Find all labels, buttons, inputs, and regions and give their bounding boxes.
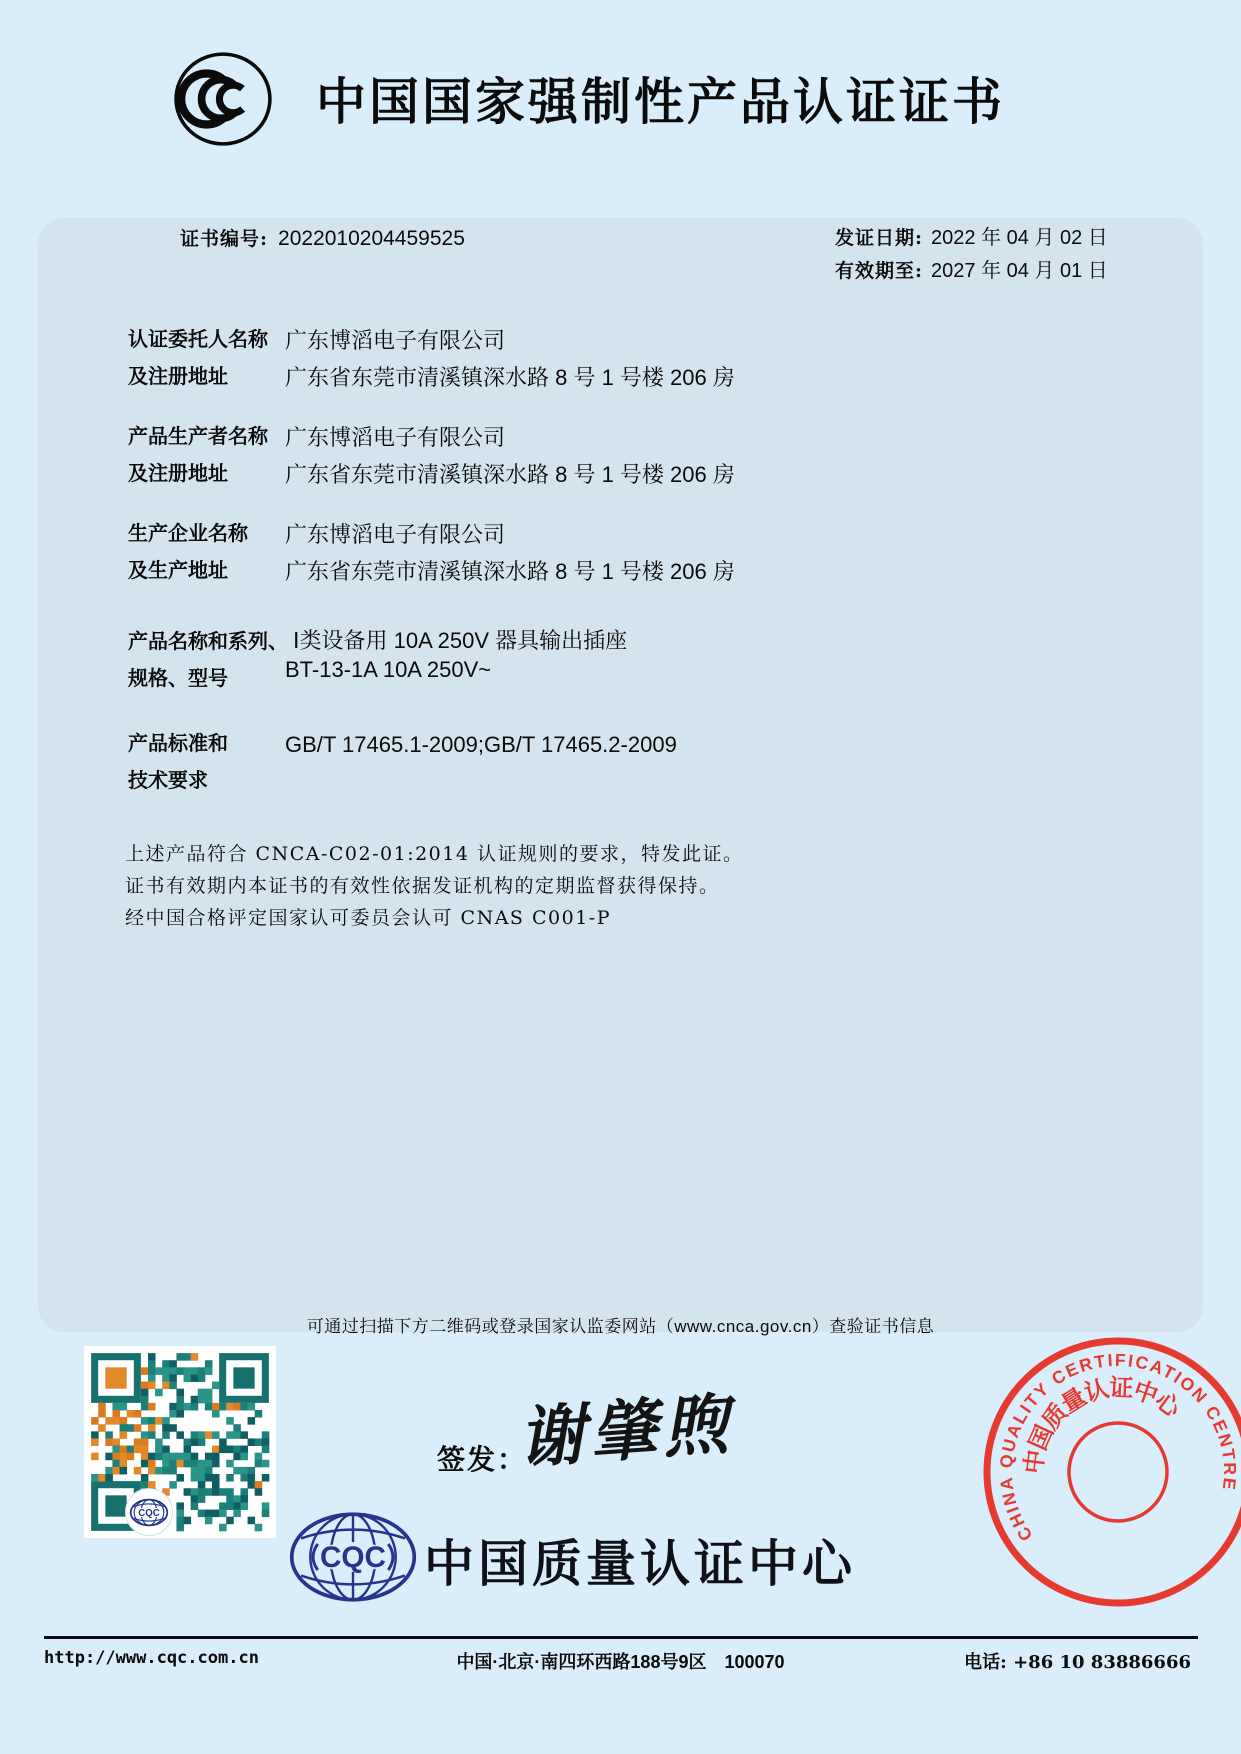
field-standards <box>128 726 677 800</box>
field-applicant <box>128 322 735 396</box>
issue-date-label: 发证日期: <box>835 227 924 249</box>
footer-phone: 电话: +86 10 83886666 <box>964 1652 1191 1673</box>
field-value: 广东博滔电子有限公司 <box>285 328 506 353</box>
field-value: Ⅰ类设备用 10A 250V 器具输出插座 <box>293 628 628 653</box>
field-label: 技术要求 <box>128 770 208 792</box>
footer-address: 中国·北京·南四环西路188号9区 100070 <box>456 1652 785 1672</box>
statement-line: 经中国合格评定国家认可委员会认可 CNAS C001-P <box>125 907 611 929</box>
field-factory <box>128 516 735 590</box>
certificate-number-value: 2022010204459525 <box>278 227 465 250</box>
field-label: 产品标准和 <box>128 733 228 755</box>
field-value: GB/T 17465.1-2009;GB/T 17465.2-2009 <box>285 732 677 757</box>
footer-divider <box>44 1636 1198 1639</box>
footer-website: http://www.cqc.com.cn <box>44 1648 259 1668</box>
statement-line: 上述产品符合 CNCA-C02-01:2014 认证规则的要求，特发此证。 <box>125 843 744 865</box>
stamp-chinese-text: 中国质量认证中心 <box>1020 1374 1186 1476</box>
cqc-letters: CQC <box>319 1541 387 1575</box>
field-label: 认证委托人名称 <box>128 329 268 351</box>
valid-until-row <box>835 255 1108 288</box>
field-value: 广东省东莞市清溪镇深水路 8 号 1 号楼 206 房 <box>285 559 735 584</box>
certificate-number-label: 证书编号: <box>180 228 269 250</box>
valid-until-label: 有效期至: <box>835 260 924 282</box>
signer-signature: 谢肇煦 <box>515 1384 737 1478</box>
issue-date-row <box>835 222 1108 255</box>
ccc-mark-icon <box>172 50 274 148</box>
field-label: 及生产地址 <box>128 560 228 582</box>
statement-line: 证书有效期内本证书的有效性依据发证机构的定期监督获得保持。 <box>125 875 720 897</box>
field-value: 广东博滔电子有限公司 <box>285 522 506 547</box>
field-label: 规格、型号 <box>128 668 228 690</box>
field-label: 产品生产者名称 <box>128 426 268 448</box>
field-value: BT-13-1A 10A 250V~ <box>285 657 492 682</box>
field-product-name-model <box>128 624 627 698</box>
verify-note: 可通过扫描下方二维码或登录国家认监委网站（www.cnca.gov.cn）查验证书信息 <box>306 1317 935 1336</box>
field-value: 广东博滔电子有限公司 <box>285 425 506 450</box>
dates-block <box>835 222 1108 288</box>
statements <box>125 838 744 934</box>
field-label: 产品名称和系列、 <box>128 631 288 653</box>
valid-until-value: 2027 年 04 月 01 日 <box>931 260 1108 282</box>
field-label: 及注册地址 <box>128 366 228 388</box>
issue-date-value: 2022 年 04 月 02 日 <box>931 227 1108 249</box>
qr-cqc-badge <box>125 1488 173 1536</box>
issued-by-label: 签发： <box>437 1443 528 1476</box>
qr-code <box>84 1346 276 1538</box>
stamp-english-text: CHINA QUALITY CERTIFICATION CENTRE <box>995 1349 1241 1545</box>
field-value: 广东省东莞市清溪镇深水路 8 号 1 号楼 206 房 <box>285 462 735 487</box>
cqc-letters-mini: CQC <box>138 1507 160 1519</box>
field-manufacturer <box>128 419 735 493</box>
field-label: 及注册地址 <box>128 463 228 485</box>
issuer-name: 中国质量认证中心 <box>424 1536 856 1592</box>
field-value: 广东省东莞市清溪镇深水路 8 号 1 号楼 206 房 <box>285 365 735 390</box>
certification-stamp <box>978 1332 1241 1612</box>
cqc-globe-icon <box>288 1510 418 1604</box>
page-title: 中国国家强制性产品认证证书 <box>316 74 1005 130</box>
certificate-number-row <box>180 224 465 251</box>
field-label: 生产企业名称 <box>128 523 248 545</box>
